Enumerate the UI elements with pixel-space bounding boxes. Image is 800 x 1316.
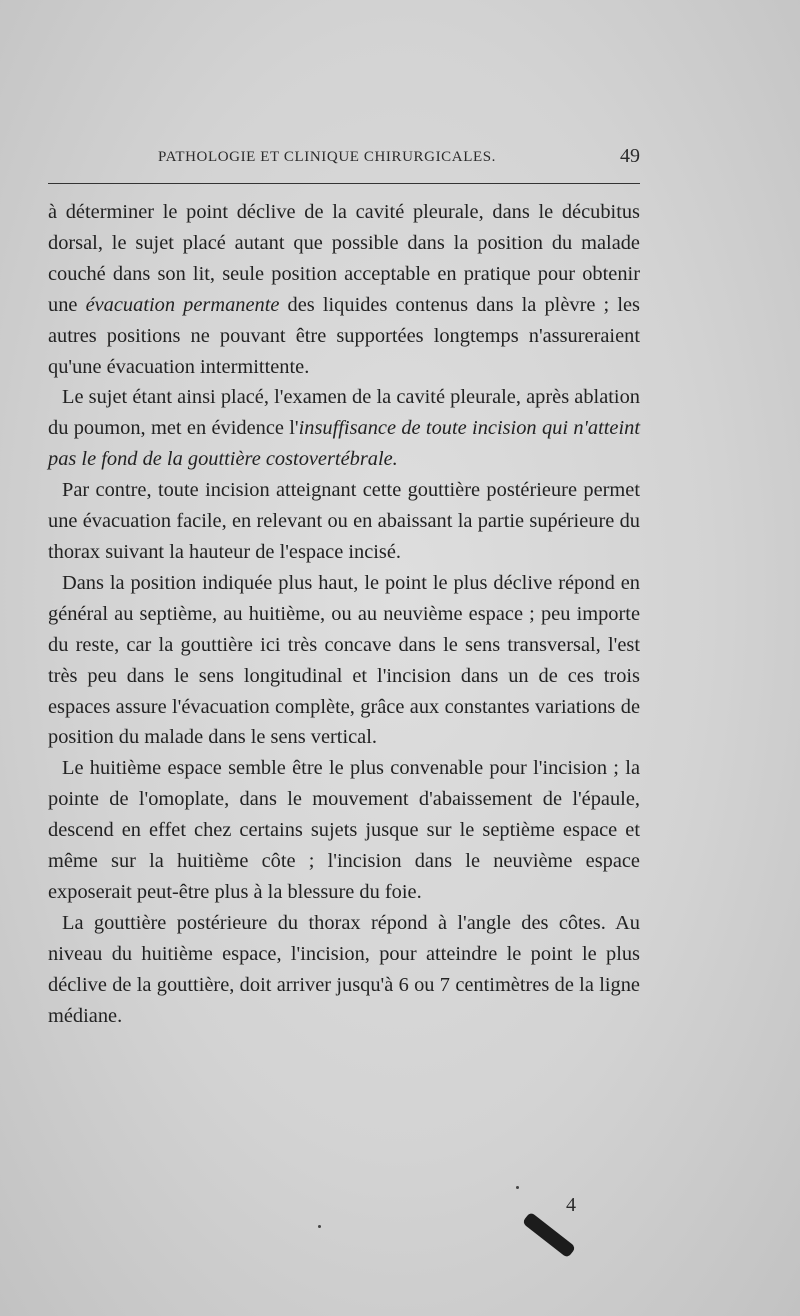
- text-run: Le huitième espace semble être le plus convenable pour l'incision ; la pointe de l'omoplate, dans le mouvement d'abaissement de l'épaule, descend en effet chez certains sujets jusque sur le septième espace et même sur la huitième côte ; l'incision dans le neuvième espace exposerait peut-être plus à la blessure du foie.: [48, 757, 640, 903]
- running-title: PATHOLOGIE ET CLINIQUE CHIRURGICALES.: [158, 149, 497, 165]
- paragraph: [48, 908, 640, 1032]
- paragraph: [48, 475, 640, 568]
- signature-mark: 4: [566, 1194, 576, 1216]
- body-text: [48, 197, 640, 1031]
- ink-speck: [516, 1186, 519, 1189]
- text-run: à déterminer le point déclive de la cavité pleurale, dans le décubitus dorsal, le sujet placé autant que possible dans la position du malade couché dans son lit, seule position acceptable en pratique pour obtenir une: [48, 201, 640, 316]
- ink-speck: [318, 1225, 321, 1228]
- ink-blot: [522, 1212, 576, 1259]
- text-run: Par contre, toute incision atteignant cette gouttière postérieure permet une évacuation facile, en relevant ou en abaissant la partie supérieure du thorax suivant la hauteur de l'espace incisé.: [48, 479, 640, 563]
- italic-text: insuffisance de toute incision qui n'atteint pas le fond de la gouttière costovertébrale.: [48, 417, 640, 471]
- header-rule: [48, 183, 640, 184]
- text-run: Le sujet étant ainsi placé, l'examen de la cavité pleurale, après ablation du poumon, met en évidence l': [48, 386, 640, 440]
- text-run: La gouttière postérieure du thorax répond à l'angle des côtes. Au niveau du huitième espace, l'incision, pour atteindre le point le plus déclive de la gouttière, doit arriver jusqu'à 6 ou 7 centimètres de la ligne médiane.: [48, 911, 640, 1027]
- text-run: Dans la position indiquée plus haut, le point le plus déclive répond en général au septième, au huitième, ou au neuvième espace ; peu importe du reste, car la gouttière ici très concave dans le sens transversal, l'est très peu dans le sens longitudinal et l'incision dans un de ces trois espaces assure l'évacuation complète, grâce aux constantes variations de position du malade dans le sens vertical.: [48, 571, 640, 749]
- paragraph: [48, 197, 640, 382]
- paragraph: [48, 753, 640, 908]
- text-run: des liquides contenus dans la plèvre ; les autres positions ne pouvant être supportées longtemps n'assureraient qu'une évacuation intermittente.: [48, 293, 640, 378]
- page-header: [48, 143, 640, 175]
- paragraph: [48, 382, 640, 475]
- italic-text: évacuation permanente: [85, 293, 280, 316]
- paragraph: [48, 568, 640, 753]
- page-number: 49: [620, 145, 640, 167]
